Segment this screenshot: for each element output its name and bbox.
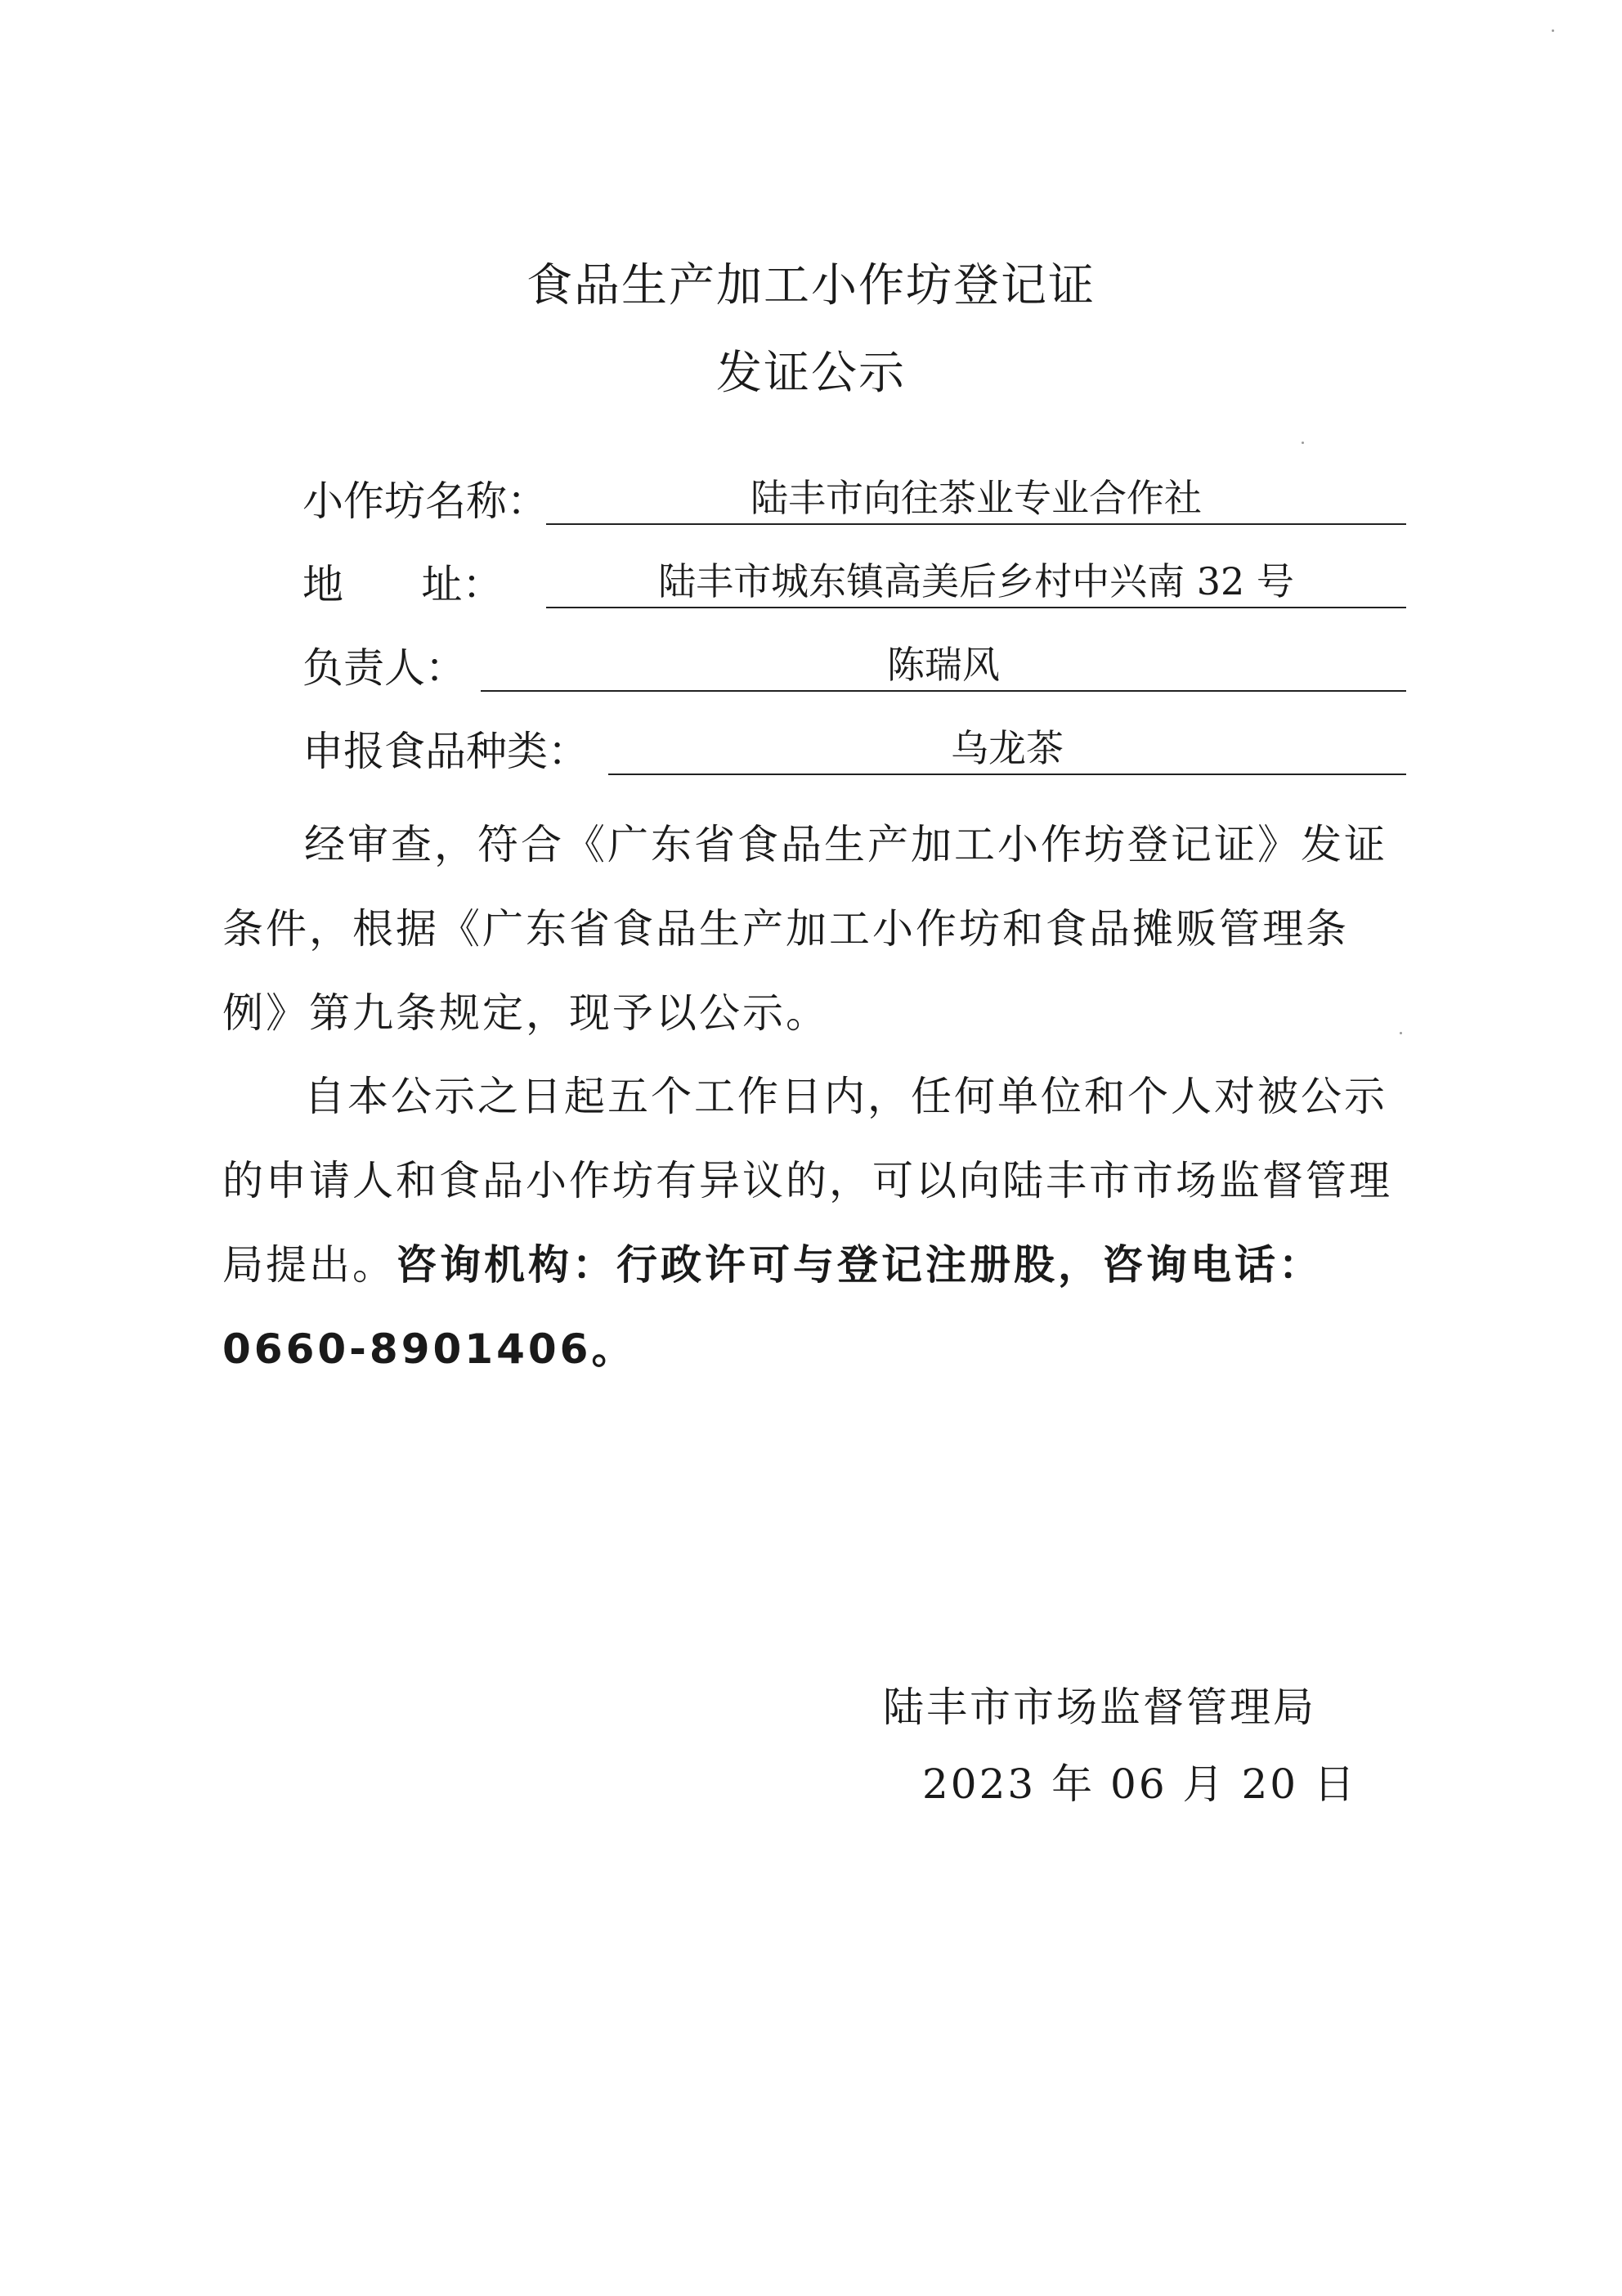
address-value: 陆丰市城东镇高美后乡村中兴南 32 号 [546,556,1406,608]
document-subtitle: 发证公示 [716,347,906,400]
issue-date: 2023 年 06 月 20 日 [922,1760,1357,1808]
scan-speck [1302,442,1304,444]
address-label: 地 址： [302,561,504,608]
review-paragraph: 经审查，符合《广东省食品生产加工小作坊登记证》发证条件，根据《广东省食品生产加工小作坊和食品摊贩管理条例》第九条规定，现予以公示。 [222,821,1387,1037]
scan-speck [1552,29,1554,32]
responsible-person-label: 负责人： [302,644,466,692]
food-type-value: 乌龙茶 [608,723,1406,775]
document-title: 食品生产加工小作坊登记证 [526,259,1096,312]
food-type-label: 申报食品种类： [302,728,589,775]
objection-paragraph [222,1055,1408,1392]
contact-info: 咨询机构：行政许可与登记注册股，咨询电话：0660-8901406。 [222,1241,1323,1373]
workshop-name-label: 小作坊名称： [302,478,548,525]
responsible-person-value: 陈瑞风 [481,639,1406,692]
issuing-authority: 陆丰市市场监督管理局 [883,1684,1316,1731]
scan-speck [1400,1032,1402,1034]
workshop-name-value: 陆丰市向往茶业专业合作社 [546,473,1406,525]
objection-text: 自本公示之日起五个工作日内，任何单位和个人对被公示的申请人和食品小作坊有异议的，可以向陆丰市市场监督管理局提出。 [222,1073,1392,1289]
